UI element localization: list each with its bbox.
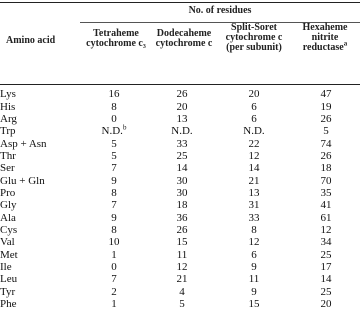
row-header-label: Amino acid	[6, 35, 56, 46]
column-header-split-soret	[216, 23, 292, 53]
residue-count: 8	[111, 223, 117, 236]
residue-count: 7	[111, 273, 117, 286]
residue-count: 41	[320, 199, 332, 212]
residue-count: 13	[248, 186, 260, 199]
table-row	[0, 261, 360, 273]
table-row	[0, 113, 360, 125]
residue-count: 21	[248, 174, 260, 187]
residue-count: 33	[248, 211, 260, 224]
group-header	[80, 6, 360, 16]
residue-count: 26	[176, 88, 188, 101]
group-header-label: No. of residues	[188, 5, 252, 16]
residue-count: 14	[320, 273, 332, 286]
table-row	[0, 150, 360, 162]
residue-count: 25	[320, 285, 332, 298]
residue-count: N.D.	[171, 125, 193, 138]
amino-acid-name: Ile	[0, 260, 12, 273]
column-header-line: cytochrome c₃	[86, 38, 146, 49]
residue-count: 22	[248, 137, 260, 150]
residue-count: 33	[176, 137, 188, 150]
table-row	[0, 273, 360, 285]
amino-acid-name: Trp	[0, 125, 16, 138]
amino-acid-name: Phe	[0, 298, 17, 311]
residue-count: 16	[108, 88, 120, 101]
residue-count: 21	[176, 273, 188, 286]
residue-count: 20	[248, 88, 260, 101]
amino-acid-name: Thr	[0, 149, 16, 162]
residue-count-value: N.D.	[101, 125, 123, 138]
table-row	[0, 236, 360, 248]
top-rule	[0, 2, 360, 3]
residue-count: 12	[320, 223, 332, 236]
residue-count: 9	[251, 260, 257, 273]
residue-count: 8	[111, 186, 117, 199]
residue-count: 10	[108, 236, 120, 249]
residue-count: 13	[176, 112, 188, 125]
column-header-text: reductase	[302, 42, 344, 53]
residue-count: 1	[111, 298, 117, 311]
residue-count: 5	[323, 125, 329, 138]
table-row	[0, 88, 360, 100]
residue-count: 12	[248, 236, 260, 249]
residue-count: 30	[176, 174, 188, 187]
residue-table	[0, 88, 360, 310]
residue-count: 14	[248, 162, 260, 175]
row-header	[0, 36, 80, 46]
residue-count: 8	[251, 223, 257, 236]
table-row	[0, 211, 360, 223]
residue-count: 18	[176, 199, 188, 212]
header-bottom-rule	[0, 84, 360, 85]
amino-acid-name: Leu	[0, 273, 18, 286]
residue-count: 31	[248, 199, 260, 212]
column-header-tetraheme	[82, 29, 150, 49]
table-row	[0, 187, 360, 199]
residue-count: 18	[320, 162, 332, 175]
residue-count: 12	[176, 260, 188, 273]
residue-count: 9	[251, 285, 257, 298]
residue-count: 12	[248, 149, 260, 162]
residue-count: 34	[320, 236, 332, 249]
table-row	[0, 100, 360, 112]
residue-count: 9	[111, 174, 117, 187]
residue-count: 2	[111, 285, 117, 298]
residue-count: 70	[320, 174, 332, 187]
residue-count: 6	[251, 248, 257, 261]
amino-acid-name: Arg	[0, 112, 17, 125]
footnote-marker: a	[343, 39, 348, 48]
residue-count: N.D.	[243, 125, 265, 138]
amino-acid-name: Lys	[0, 88, 16, 101]
table-row	[0, 174, 360, 186]
amino-acid-name: Glu + Gln	[0, 174, 45, 187]
amino-acid-name: Met	[0, 248, 18, 261]
table-row	[0, 248, 360, 260]
residue-count: 47	[320, 88, 332, 101]
residue-count: 20	[176, 100, 188, 113]
residue-count: 36	[176, 211, 188, 224]
residue-count: 7	[111, 199, 117, 212]
residue-count: 7	[111, 162, 117, 175]
residue-count: 1	[111, 248, 117, 261]
residue-count: 6	[251, 112, 257, 125]
column-header-line	[290, 39, 360, 53]
residue-rows	[0, 88, 360, 310]
residue-count	[80, 125, 148, 137]
residue-count: 25	[176, 149, 188, 162]
column-header-hexaheme	[290, 23, 360, 53]
table-row	[0, 125, 360, 137]
residue-count: 14	[176, 162, 188, 175]
residue-count: 9	[111, 211, 117, 224]
footnote-marker: b	[122, 123, 127, 132]
residue-count: 0	[111, 112, 117, 125]
residue-count: 8	[111, 100, 117, 113]
amino-acid-name: Pro	[0, 186, 16, 199]
column-header-line: Tetraheme	[93, 28, 139, 39]
residue-count: 20	[320, 298, 332, 311]
residue-count: 6	[251, 100, 257, 113]
residue-count: 5	[179, 298, 185, 311]
amino-acid-name: Asp + Asn	[0, 137, 47, 150]
amino-acid-name: Cys	[0, 223, 18, 236]
column-header-line: cytochrome c	[225, 32, 283, 43]
amino-acid-name: Tyr	[0, 285, 16, 298]
residue-count: 30	[176, 186, 188, 199]
residue-count: 5	[111, 137, 117, 150]
amino-acid-name: Val	[0, 236, 15, 249]
column-header-line: cytochrome c	[155, 38, 213, 49]
residue-count: 19	[320, 100, 332, 113]
table-row	[0, 199, 360, 211]
column-header-line: Hexaheme	[302, 22, 348, 33]
residue-count: 26	[320, 149, 332, 162]
table-row	[0, 286, 360, 298]
table-row	[0, 137, 360, 149]
amino-acid-name: Ser	[0, 162, 15, 175]
column-header-line: nitrite	[311, 32, 339, 43]
column-header-line: (per subunit)	[226, 42, 282, 53]
residue-count: 5	[111, 149, 117, 162]
residue-count: 4	[179, 285, 185, 298]
amino-acid-name: Gly	[0, 199, 17, 212]
table-row	[0, 298, 360, 310]
residue-count: 25	[320, 248, 332, 261]
column-header-line: Split-Soret	[231, 22, 277, 33]
residue-count: 26	[176, 223, 188, 236]
residue-count: 17	[320, 260, 332, 273]
table-row	[0, 224, 360, 236]
residue-count: 0	[111, 260, 117, 273]
residue-count: 26	[320, 112, 332, 125]
table-row	[0, 162, 360, 174]
column-header-dodecaheme	[150, 29, 218, 49]
residue-count: 74	[320, 137, 332, 150]
amino-acid-name: Ala	[0, 211, 16, 224]
residue-count: 15	[176, 236, 188, 249]
column-header-line: Dodecaheme	[156, 28, 212, 39]
residue-count: 61	[320, 211, 332, 224]
residue-count: 11	[248, 273, 260, 286]
residue-count: 15	[248, 298, 260, 311]
residue-count: 11	[176, 248, 188, 261]
residue-count: 35	[320, 186, 332, 199]
amino-acid-name: His	[0, 100, 16, 113]
